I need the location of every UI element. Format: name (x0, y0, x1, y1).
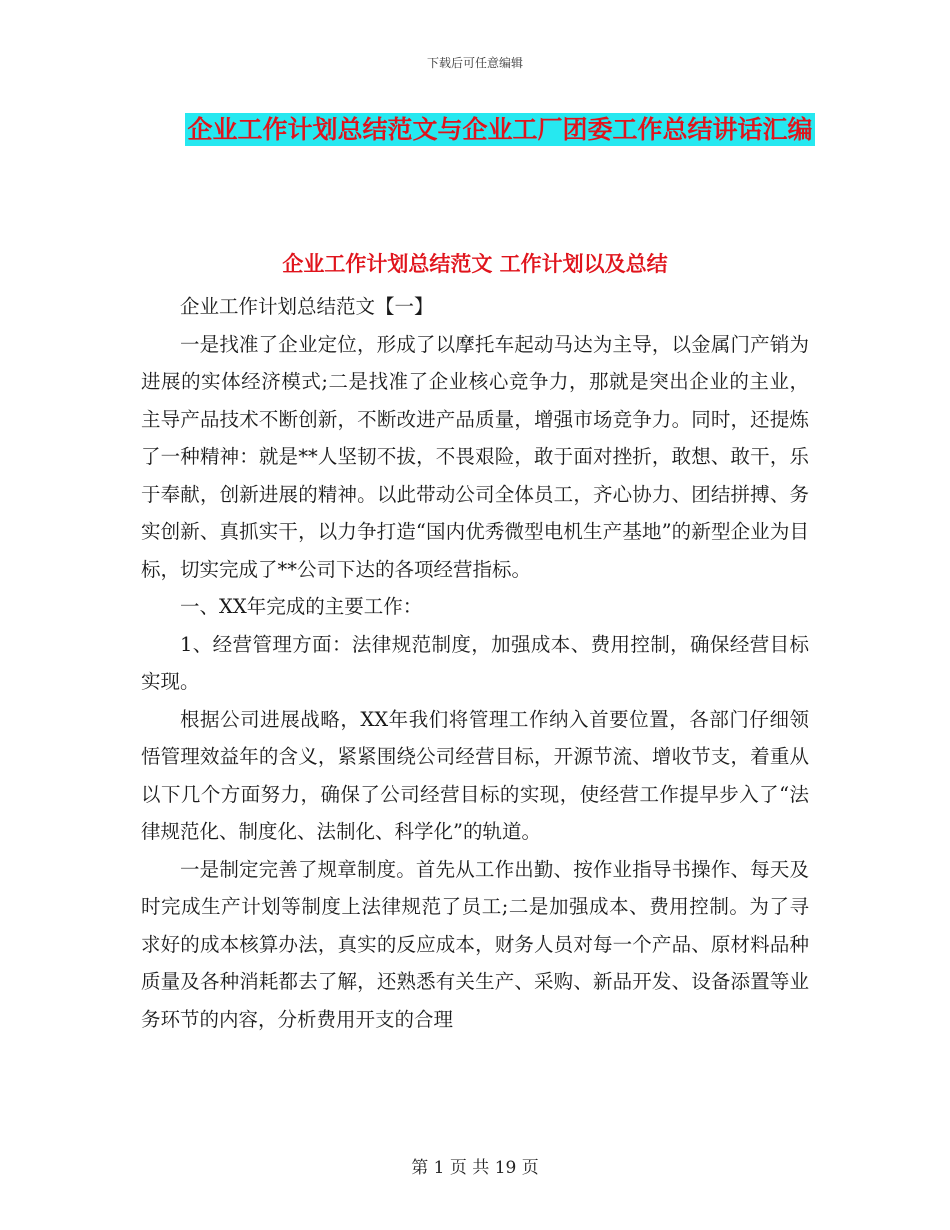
paragraph: 一是找准了企业定位，形成了以摩托车起动马达为主导，以金属门产销为进展的实体经济模式;二是找准了企业核心竞争力，那就是突出企业的主业，主导产品技术不断创新，不断改进产品质量，增强市场竞争力。同时，还提炼了一种精神：就是**人坚韧不拔，不畏艰险，敢于面对挫折，敢想、敢干，乐于奉献，创新进展的精神。以此带动公司全体员工，齐心协力、团结拼搏、务实创新、真抓实干，以力争打造“国内优秀微型电机生产基地”的新型企业为目标，切实完成了**公司下达的各项经营指标。 (141, 332, 809, 581)
paragraph: 1、经营管理方面：法律规范制度，加强成本、费用控制，确保经营目标实现。 (141, 632, 809, 693)
document-body (141, 288, 809, 1038)
document-title (140, 106, 860, 154)
paragraph: 企业工作计划总结范文【一】 (180, 295, 434, 318)
paragraph: 一是制定完善了规章制度。首先从工作出勤、按作业指导书操作、每天及时完成生产计划等制度上法律规范了员工;二是加强成本、费用控制。为了寻求好的成本核算办法，真实的反应成本，财务人员对每一个产品、原材料品种质量及各种消耗都去了解，还熟悉有关生产、采购、新品开发、设备添置等业务环节的内容，分析费用开支的合理 (141, 857, 809, 1031)
document-title-text: 企业工作计划总结范文与企业工厂团委工作总结讲话汇编 (187, 115, 813, 144)
paragraph: 一、XX年完成的主要工作： (180, 595, 423, 618)
paragraph: 根据公司进展战略，XX年我们将管理工作纳入首要位置，各部门仔细领悟管理效益年的含义，紧紧围绕公司经营目标，开源节流、增收节支，着重从以下几个方面努力，确保了公司经营目标的实现，使经营工作提早步入了“法律规范化、制度化、法制化、科学化”的轨道。 (141, 707, 809, 843)
header-note: 下载后可任意编辑 (426, 56, 523, 70)
page-number: 第 1 页 共 19 页 (411, 1158, 539, 1178)
document-subtitle: 企业工作计划总结范文 工作计划以及总结 (282, 252, 668, 276)
